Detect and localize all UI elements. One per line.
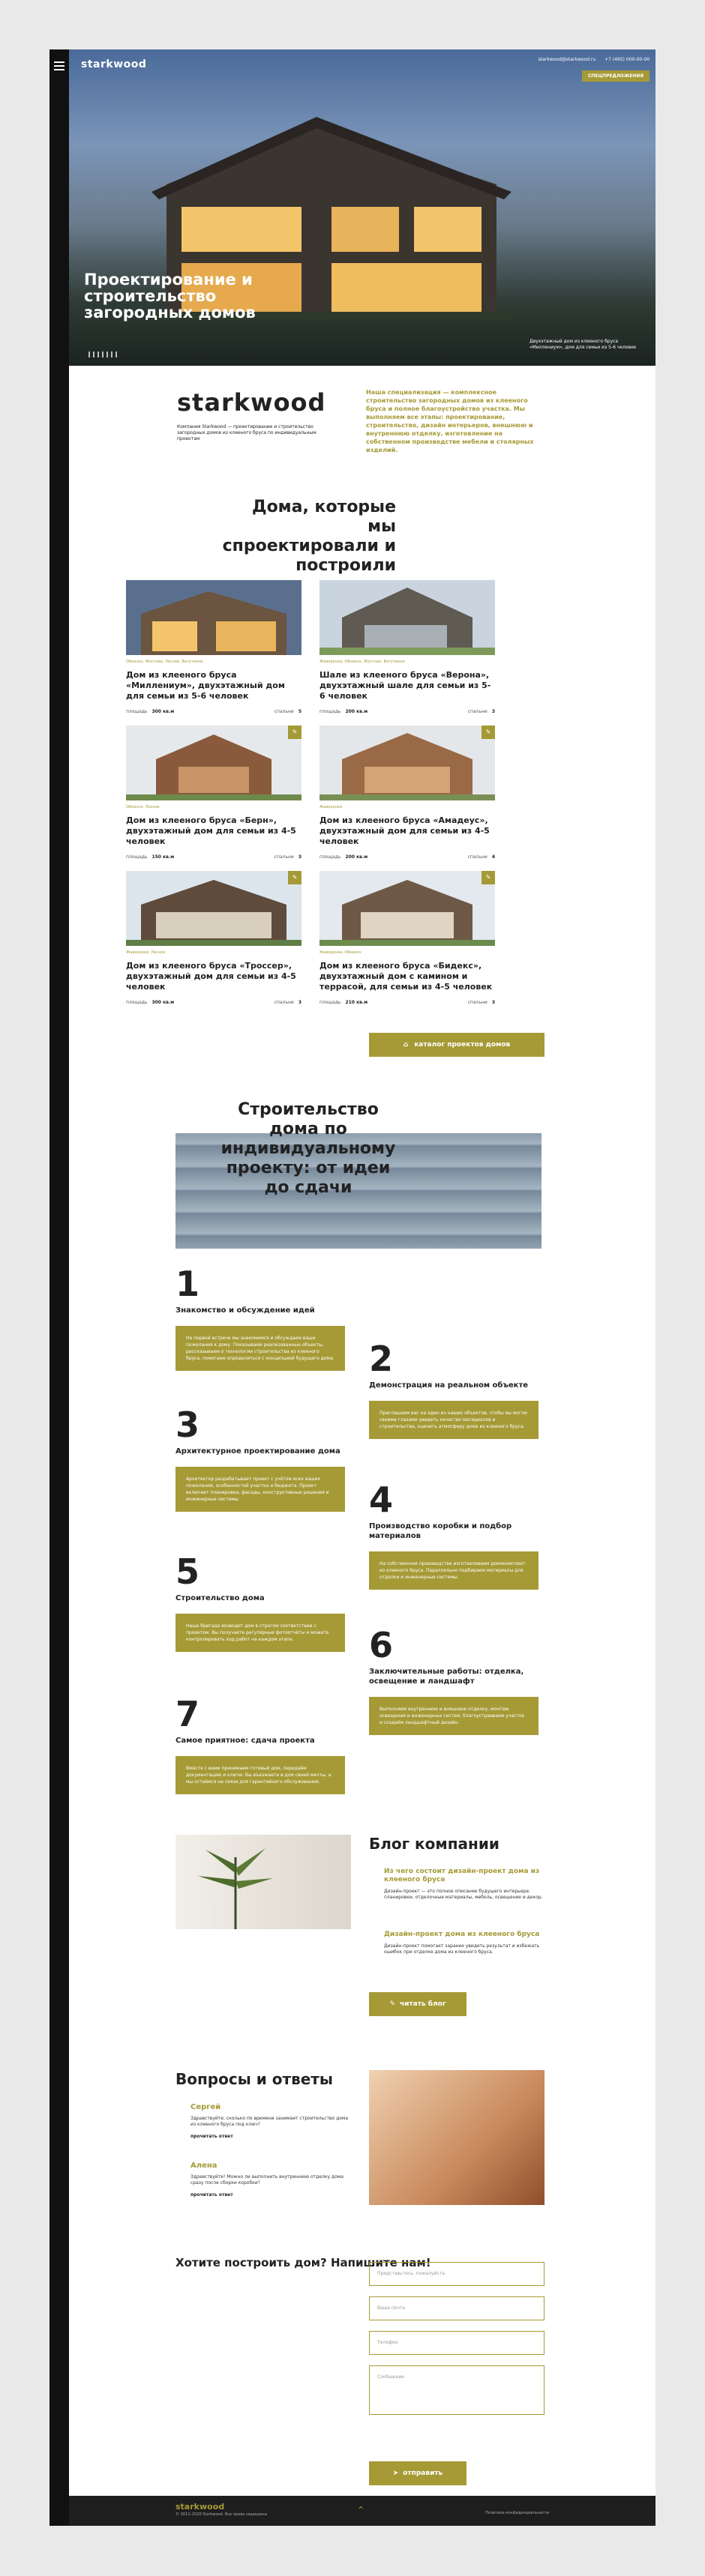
area-spec (126, 709, 174, 714)
blog-post[interactable] (369, 1868, 549, 1901)
step-number: 3 (176, 1405, 200, 1445)
step-description: На собственном производстве изготавливаем домокомплект из клееного бруса. Параллельно подбираем материалы для отделки и инженерные системы. (369, 1551, 538, 1590)
area-value: 150 кв.м (152, 854, 175, 860)
hero-title: Проектирование и строительство загородных домов (84, 271, 256, 322)
privacy-link[interactable]: Политика конфиденциальности (485, 2511, 549, 2515)
process-step (176, 1406, 345, 1512)
house-icon: ⌂ (403, 1041, 409, 1049)
house-specs (126, 854, 302, 860)
area-value: 200 кв.м (345, 854, 368, 860)
house-card[interactable] (126, 580, 302, 714)
edit-badge: ✎ (482, 726, 495, 739)
process-step (176, 1695, 345, 1794)
area-value: 300 кв.м (152, 709, 175, 714)
hero-caption: Двухэтажный дом из клееного бруса «Миллениум», дом для семьи из 5-6 человек (530, 339, 637, 350)
blog-post-text: Дизайн-проект — это полное описание будущего интерьера: планировки, отделочные материалы, мебель, освещение и декор. (384, 1889, 543, 1900)
email-field[interactable]: Ваша почта (369, 2296, 544, 2320)
step-number: 7 (176, 1694, 200, 1734)
process-title: Строительство дома по индивидуальному проекту: от идеи до сдачи (220, 1100, 396, 1197)
area-label: площадь (126, 709, 148, 714)
step-description: Выполняем внутреннюю и внешнюю отделку, монтаж освещения и инженерных систем, благоустраиваем участок и создаём ландшафтный дизайн. (369, 1697, 538, 1735)
house-specs (320, 854, 495, 860)
blog-title: Блог компании (369, 1835, 500, 1853)
house-specs (126, 1000, 302, 1005)
step-number: 1 (176, 1264, 200, 1304)
faq-item (176, 2162, 351, 2198)
house-image[interactable] (126, 726, 302, 800)
process-step (369, 1481, 538, 1590)
house-specs (126, 709, 302, 714)
area-label: площадь (320, 709, 341, 714)
step-description: Наша бригада возводит дом в строгом соответствии с проектом. Вы получаете регулярные фотоотчёты и можете контролировать ход работ на каждом этапе. (176, 1614, 345, 1652)
step-title: Строительство дома (176, 1594, 265, 1602)
area-spec (126, 854, 174, 860)
house-tags: Обнинск, Жостово, Лесное, Ватутинки (126, 660, 203, 664)
faq-title: Вопросы и ответы (176, 2070, 333, 2088)
house-title[interactable]: Дом из клееного бруса «Бидекс», двухэтажный дом с камином и террасой, для семьи из 4-5 человек (320, 961, 493, 992)
footer-copyright: © 2012–2020 Starkwood. Все права защищены (176, 2512, 268, 2517)
houses-title: Дома, которые мы спроектировали и построили (222, 498, 396, 575)
step-title: Архитектурное проектирование дома (176, 1447, 340, 1456)
house-title[interactable]: Шале из клееного бруса «Верона», двухэтажный шале для семьи из 5-6 человек (320, 670, 491, 701)
area-value: 200 кв.м (345, 709, 368, 714)
faq-image (369, 2070, 544, 2205)
bedrooms-label: спальни (274, 709, 294, 714)
step-number: 4 (369, 1479, 394, 1520)
bedrooms-value: 5 (298, 709, 302, 714)
house-title[interactable]: Дом из клееного бруса «Амадеус», двухэтажный дом для семьи из 4-5 человек (320, 815, 490, 846)
header-contacts (531, 57, 650, 62)
site-frame (50, 49, 656, 2526)
step-title: Демонстрация на реальном объекте (369, 1381, 529, 1390)
house-specs (320, 1000, 495, 1005)
blog-image (176, 1835, 351, 1929)
edit-badge: ✎ (482, 871, 495, 884)
area-label: площадь (320, 854, 341, 860)
blog-icon: ✎ (389, 2000, 395, 2008)
bedrooms-value: 4 (491, 854, 495, 860)
hero (69, 49, 656, 366)
house-tags: Жаворонки, Обнинск, Жостово, Ватутинки (320, 660, 405, 664)
bedrooms-spec (274, 1000, 302, 1005)
step-title: Знакомство и обсуждение идей (176, 1306, 315, 1315)
area-label: площадь (126, 854, 148, 860)
house-card[interactable] (320, 871, 495, 1005)
contact-title: Хотите построить дом? Напишите нам! (176, 2256, 431, 2269)
bedrooms-value: 3 (298, 1000, 302, 1005)
faq-author: Алена (190, 2162, 218, 2170)
process-step (369, 1626, 538, 1735)
send-icon: ➤ (392, 2470, 399, 2477)
house-image[interactable] (320, 726, 495, 800)
area-spec (320, 1000, 368, 1005)
phone-field[interactable]: Телефон (369, 2331, 544, 2355)
house-tags: Обнинск, Лесное (126, 805, 160, 809)
house-card[interactable] (320, 580, 495, 714)
step-description: Вместе с вами принимаем готовый дом, передаём документацию и ключи. Вы въезжаете в дом своей мечты, а мы остаёмся на связи для гарантийного обслуживания. (176, 1756, 345, 1794)
area-value: 210 кв.м (345, 1000, 368, 1005)
house-card[interactable] (126, 871, 302, 1005)
process-step (369, 1340, 538, 1439)
blog-post-title[interactable]: Дизайн-проект дома из клееного бруса (384, 1931, 540, 1938)
step-number: 2 (369, 1339, 394, 1379)
step-title: Заключительные работы: отделка, освещение и ландшафт (369, 1668, 524, 1686)
bedrooms-spec (468, 854, 495, 860)
send-label: отправить (403, 2470, 443, 2477)
process-step (176, 1553, 345, 1652)
blog-post[interactable] (369, 1931, 549, 1955)
footer (69, 2496, 656, 2526)
step-title: Производство коробки и подбор материалов (369, 1522, 512, 1540)
bedrooms-label: спальни (274, 1000, 294, 1005)
house-image[interactable] (320, 871, 495, 946)
bedrooms-label: спальни (467, 854, 488, 860)
scroll-top-icon[interactable]: ⌃ (357, 2505, 365, 2515)
house-card[interactable] (320, 726, 495, 860)
bedrooms-spec (468, 709, 495, 714)
step-description: Приглашаем вас на один из наших объектов, чтобы вы могли своими глазами увидеть качество материалов и строительства, оценить атмосферу дома из клееного бруса. (369, 1401, 538, 1439)
house-tags: Жаворонки, Обнинск (320, 950, 362, 955)
bedrooms-value: 3 (491, 709, 495, 714)
house-tags: Жаворонки (320, 805, 343, 809)
house-specs (320, 709, 495, 714)
step-description: На первой встрече мы знакомимся и обсуждаем ваши пожелания к дому. Показываем реализованные объекты, рассказываем о технологии строительства из клееного бруса, помогаем определиться с концепцией будущего дома. (176, 1326, 345, 1371)
bedrooms-spec (274, 854, 302, 860)
read-blog-button[interactable] (369, 1992, 466, 2016)
bedrooms-label: спальни (467, 709, 488, 714)
house-title[interactable]: Дом из клееного бруса «Берн», двухэтажный дом для семьи из 4-5 человек (126, 815, 296, 846)
edit-badge: ✎ (288, 871, 302, 884)
bedrooms-label: спальни (467, 1000, 488, 1005)
logo[interactable]: starkwood (81, 58, 147, 70)
area-label: площадь (320, 1000, 341, 1005)
blog-post-title[interactable]: Из чего состоит дизайн-проект дома из клееного бруса (384, 1868, 540, 1883)
send-button[interactable] (369, 2461, 466, 2485)
name-field[interactable]: Представьтесь, пожалуйста (369, 2262, 544, 2286)
catalog-button[interactable] (369, 1033, 544, 1057)
bedrooms-value: 3 (298, 854, 302, 860)
house-title[interactable]: Дом из клееного бруса «Троссер», двухэтажный дом для семьи из 4-5 человек (126, 961, 296, 992)
area-spec (320, 709, 368, 714)
faq-item (176, 2103, 351, 2139)
bedrooms-label: спальни (274, 854, 294, 860)
bedrooms-value: 3 (491, 1000, 495, 1005)
area-label: площадь (126, 1000, 148, 1005)
house-image[interactable] (320, 580, 495, 655)
faq-question: Здравствуйте, сколько по времени занимает строительство дома из клееного бруса под ключ? (190, 2116, 349, 2127)
step-description: Архитектор разрабатывает проект с учётом всех ваших пожеланий, особенностей участка и бюджета. Проект включает планировки, фасады, конструктивные решения и инженерные системы. (176, 1467, 345, 1512)
faq-question: Здравствуйте! Можно ли выполнить внутреннюю отделку дома сразу после сборки коробки? (190, 2174, 344, 2186)
intro-brand: starkwood (177, 388, 326, 417)
header-email[interactable]: starkwood@starkwood.ru (538, 57, 596, 62)
faq-author: Сергей (190, 2103, 221, 2111)
message-field[interactable]: Сообщение (369, 2365, 544, 2415)
area-spec (126, 1000, 174, 1005)
footer-logo[interactable]: starkwood (176, 2502, 225, 2512)
house-image[interactable] (126, 580, 302, 655)
read-blog-label: читать блог (399, 2000, 446, 2008)
specialization-text: Наша специализация — комплексное строительство загородных домов из клееного бруса и полное благоустройство участка. Мы выполняем все этапы: проектирование, строительство, дизайн интерьеров, внешнюю и внутреннюю отделку, изготовление на собственном производстве мебели и столярных изделий. (366, 389, 534, 453)
process-step (176, 1265, 345, 1371)
catalog-button-label: каталог проектов домов (414, 1041, 511, 1049)
house-title[interactable]: Дом из клееного бруса «Миллениум», двухэтажный дом для семьи из 5-6 человек (126, 670, 285, 701)
edit-badge: ✎ (288, 726, 302, 739)
step-number: 5 (176, 1551, 200, 1592)
header-phone[interactable]: +7 (495) 000-00-00 (604, 57, 650, 62)
house-card[interactable] (126, 726, 302, 860)
read-answer-link[interactable]: прочитать ответ (190, 2134, 233, 2139)
intro-text: Компания Starkwood — проектирование и строительство загородных домов из клееного бруса по индивидуальным проектам (177, 424, 316, 441)
read-answer-link[interactable]: прочитать ответ (190, 2192, 233, 2198)
slider-dots[interactable] (88, 346, 120, 361)
house-tags: Жаворонки, Лесное (126, 950, 166, 955)
intro (177, 388, 350, 442)
area-value: 300 кв.м (152, 1000, 175, 1005)
step-number: 6 (369, 1625, 394, 1665)
house-image[interactable] (126, 871, 302, 946)
step-title: Самое приятное: сдача проекта (176, 1737, 315, 1745)
blog-post-text: Дизайн-проект помогает заранее увидеть результат и избежать ошибок при отделке дома из клееного бруса. (384, 1943, 540, 1955)
bedrooms-spec (274, 709, 302, 714)
menu-icon[interactable] (54, 61, 64, 70)
special-offers-button[interactable]: СПЕЦПРЕДЛОЖЕНИЯ (582, 70, 650, 82)
area-spec (320, 854, 368, 860)
bedrooms-spec (468, 1000, 495, 1005)
left-sidebar (50, 49, 69, 2526)
